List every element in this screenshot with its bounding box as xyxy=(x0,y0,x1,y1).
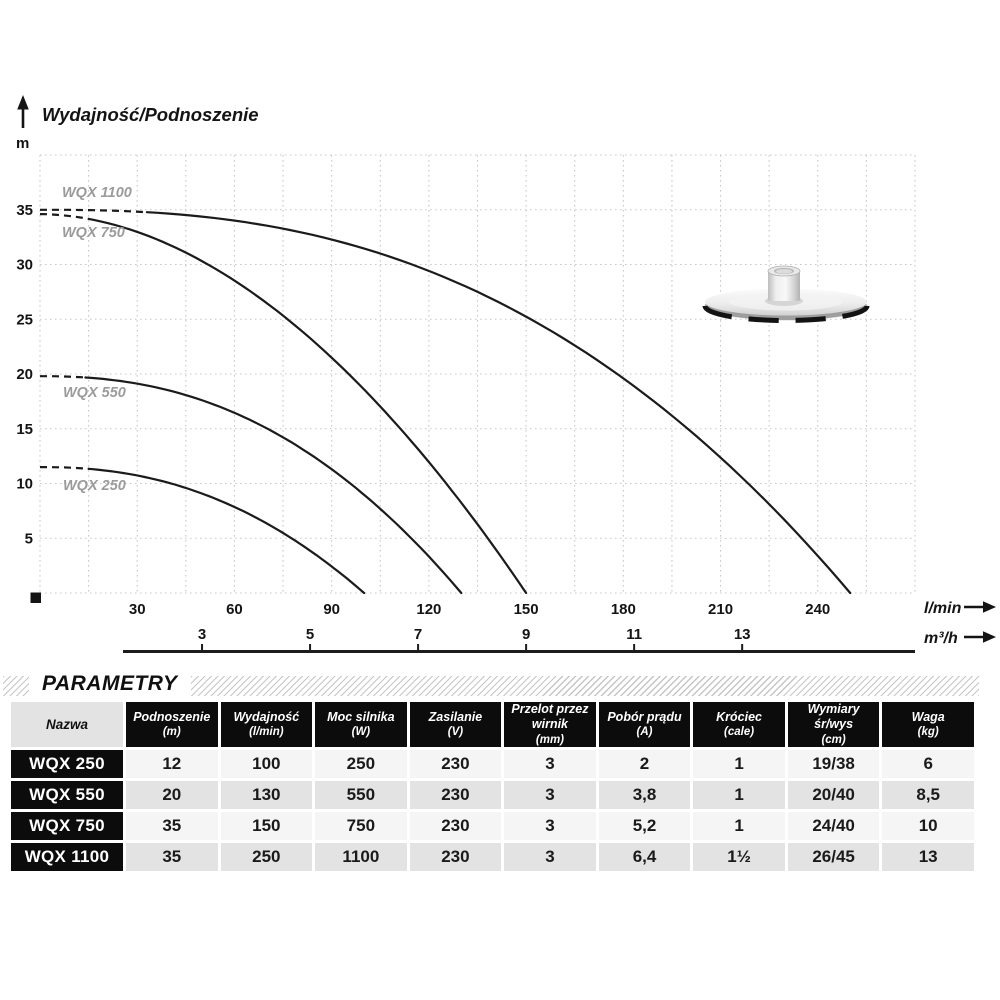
column-header: Przelot przez wirnik (mm) xyxy=(504,702,596,747)
cell-value: 6 xyxy=(882,750,974,778)
series-labels xyxy=(62,185,132,494)
cell-value: 10 xyxy=(882,812,974,840)
x-axis-lmin-tick-labels xyxy=(129,601,830,618)
series-label-wqx-250: WQX 250 xyxy=(63,478,126,494)
cell-value: 13 xyxy=(882,843,974,871)
y-axis-arrow-icon xyxy=(17,95,29,128)
cell-value: 8,5 xyxy=(882,781,974,809)
table-header-row xyxy=(11,702,974,747)
cell-value: 150 xyxy=(221,812,313,840)
y-tick-label: 5 xyxy=(24,530,33,548)
x-tick-label-lmin: 150 xyxy=(513,601,539,618)
column-header: Moc silnika (W) xyxy=(315,702,407,747)
x-tick-label-lmin: 90 xyxy=(323,601,341,618)
y-axis-tick-labels xyxy=(16,202,33,548)
cell-value: 230 xyxy=(410,812,502,840)
cell-value: 3 xyxy=(504,812,596,840)
column-header: Waga (kg) xyxy=(882,702,974,747)
cell-value: 1½ xyxy=(693,843,785,871)
x-tick-label-m3h: 3 xyxy=(197,626,207,643)
gridlines xyxy=(40,155,915,593)
table-row xyxy=(11,750,974,778)
y-tick-label: 20 xyxy=(16,366,33,383)
cell-value: 19/38 xyxy=(788,750,880,778)
cell-value: 1 xyxy=(693,812,785,840)
series-label-wqx-750: WQX 750 xyxy=(62,225,125,241)
m3h-axis-arrow-icon xyxy=(964,631,996,643)
y-axis-unit-label: m xyxy=(16,135,30,152)
pump-curve-wqx-250 xyxy=(89,469,365,593)
column-header: Wymiary śr/wys (cm) xyxy=(788,702,880,747)
cell-value: 2 xyxy=(599,750,691,778)
cell-value: 250 xyxy=(221,843,313,871)
section-title: PARAMETRY xyxy=(29,674,191,694)
y-tick-label: 35 xyxy=(16,201,33,219)
cell-value: 24/40 xyxy=(788,812,880,840)
x-tick-label-lmin: 30 xyxy=(128,601,146,618)
cell-value: 20/40 xyxy=(788,781,880,809)
cell-value: 230 xyxy=(410,781,502,809)
pump-curve-dashed-wqx-750 xyxy=(40,214,95,220)
x-tick-label-lmin: 210 xyxy=(708,601,734,618)
cell-value: 3 xyxy=(504,843,596,871)
pump-curve-dashed-wqx-550 xyxy=(40,376,85,377)
cell-value: 12 xyxy=(126,750,218,778)
cell-value: 1100 xyxy=(315,843,407,871)
cell-value: 230 xyxy=(410,843,502,871)
y-tick-label: 25 xyxy=(16,311,33,329)
row-name: WQX 250 xyxy=(11,750,123,778)
cell-value: 130 xyxy=(221,781,313,809)
x-tick-label-m3h: 11 xyxy=(626,626,643,643)
cell-value: 1 xyxy=(693,750,785,778)
pump-curve-wqx-750 xyxy=(95,220,526,593)
row-name: WQX 1100 xyxy=(11,843,123,871)
column-header: Króciec (cale) xyxy=(693,702,785,747)
cell-value: 35 xyxy=(126,812,218,840)
x-tick-label-m3h: 5 xyxy=(305,626,315,643)
cell-value: 550 xyxy=(315,781,407,809)
series-label-wqx-550: WQX 550 xyxy=(63,385,126,401)
y-tick-label: 15 xyxy=(16,420,33,438)
parameters-table xyxy=(8,699,977,874)
cell-value: 6,4 xyxy=(599,843,691,871)
x-axis-lmin-label: l/min xyxy=(924,600,962,617)
column-header: Zasilanie (V) xyxy=(410,702,502,747)
row-name: WQX 750 xyxy=(11,812,123,840)
column-header: Wydajność (l/min) xyxy=(221,702,313,747)
table-row xyxy=(11,843,974,871)
cell-value: 26/45 xyxy=(788,843,880,871)
pump-curve-wqx-550 xyxy=(85,378,461,594)
y-tick-label: 30 xyxy=(16,256,33,274)
table-row xyxy=(11,812,974,840)
x-tick-label-m3h: 13 xyxy=(733,626,751,643)
pump-curve-dashed-wqx-250 xyxy=(40,467,89,469)
cell-value: 3 xyxy=(504,781,596,809)
table-row xyxy=(11,781,974,809)
hatch-decoration-left xyxy=(3,676,29,696)
cell-value: 5,2 xyxy=(599,812,691,840)
cell-value: 35 xyxy=(126,843,218,871)
column-header: Podnoszenie (m) xyxy=(126,702,218,747)
cell-value: 3,8 xyxy=(599,781,691,809)
cell-value: 230 xyxy=(410,750,502,778)
cell-value: 3 xyxy=(504,750,596,778)
series-label-wqx-1100: WQX 1100 xyxy=(62,185,132,201)
y-tick-label: 10 xyxy=(16,475,33,493)
cell-value: 750 xyxy=(315,812,407,840)
x-axis-m3h-tick-labels xyxy=(198,626,751,652)
x-tick-label-m3h: 7 xyxy=(413,626,423,643)
row-name: WQX 550 xyxy=(11,781,123,809)
origin-marker xyxy=(31,593,42,604)
column-header: Nazwa xyxy=(11,702,123,747)
chart-title: Wydajność/Podnoszenie xyxy=(42,104,259,125)
cell-value: 100 xyxy=(221,750,313,778)
lmin-axis-arrow-icon xyxy=(964,601,996,613)
hatch-decoration-right xyxy=(191,676,979,696)
cell-value: 1 xyxy=(693,781,785,809)
x-tick-label-lmin: 240 xyxy=(805,601,831,618)
x-tick-label-lmin: 180 xyxy=(610,601,636,618)
x-tick-label-lmin: 120 xyxy=(416,601,442,618)
section-header xyxy=(3,672,979,696)
x-axis-m3h-label: m³/h xyxy=(924,630,958,647)
column-header: Pobór prądu (A) xyxy=(599,702,691,747)
x-tick-label-lmin: 60 xyxy=(226,601,243,618)
cell-value: 20 xyxy=(126,781,218,809)
pump-curve-wqx-1100 xyxy=(147,212,850,593)
cell-value: 250 xyxy=(315,750,407,778)
x-tick-label-m3h: 9 xyxy=(521,626,531,643)
impeller-image xyxy=(705,266,868,321)
pump-curves xyxy=(40,210,850,593)
